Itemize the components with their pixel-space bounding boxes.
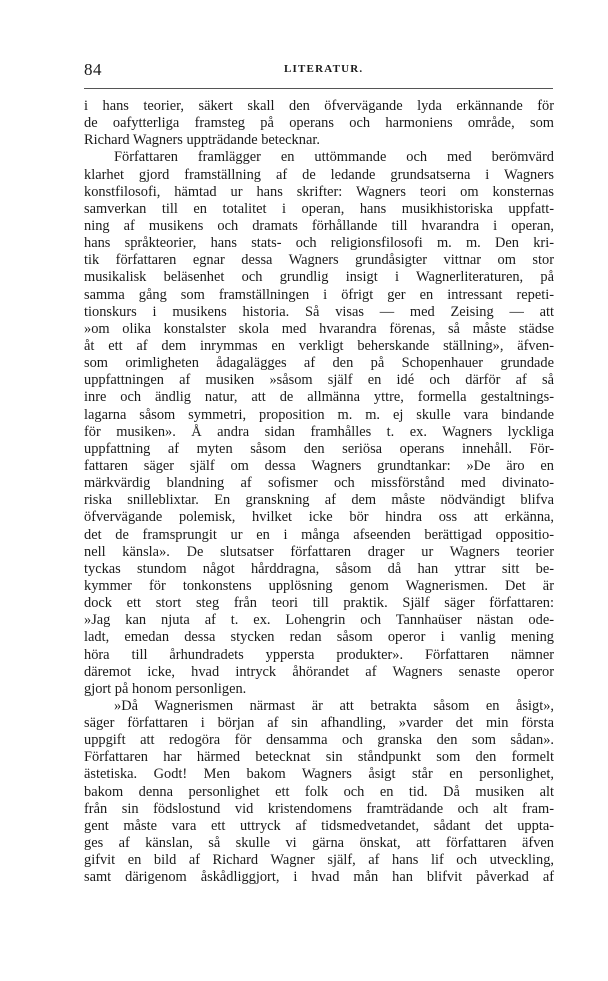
text-line: dock ett stort steg från teori till praktik. Själf säger författaren: <box>84 595 554 612</box>
text-line: ges af känslan, så skulle vi gärna önskat, att författaren äfven <box>84 835 554 852</box>
text-line: i hans teorier, säkert skall den öfvervägande lyda erkännande för <box>84 98 554 114</box>
text-line: nell känsla». De slutsatser författaren drager ur Wagners teorier <box>84 543 554 560</box>
text-line: uppfattning af myten såsom den seriösa operans innehåll. För- <box>84 440 554 457</box>
text-line: höra till århundradets yppersta produkter». Författaren nämner <box>84 646 554 663</box>
text-line: »Jag kan njuta af t. ex. Lohengrin och Tannhaüser nästan ode- <box>84 612 554 629</box>
text-line: konstfilosofi, hämtad ur hans skrifter: Wagners teori om konsternas <box>84 183 554 200</box>
body-text <box>84 98 554 886</box>
text-line: »om olika konstalster skola med hvarandra förenas, så måste städse <box>84 320 554 337</box>
text-line: tyckas stundom något hårddragna, såsom då han yttrar sitt be- <box>84 560 554 577</box>
text-line: gent måste vara ett uttryck af tidsmedvetandet, sådant det uppta- <box>84 817 554 834</box>
text-line: samverkan till en totalitet i operan, hans musikhistoriska uppfatt- <box>84 200 554 217</box>
text-line: riska snilleblixtar. En granskning af dem måste nödvändigt blifva <box>84 492 554 509</box>
text-line: fattaren säger själf om dessa Wagners grundtankar: »De äro en <box>84 457 554 474</box>
paragraph <box>84 98 554 149</box>
paragraph <box>84 698 554 887</box>
text-line: tik författaren egnar dessa Wagners grundåsigter vittnar om stor <box>84 252 554 269</box>
text-line: ästetiska. Godt! Men bakom Wagners åsigt står en personlighet, <box>84 766 554 783</box>
header-rule <box>84 88 553 89</box>
text-line: åt ett af dem inrymmas en verkligt beherskande ställning», äfven- <box>84 337 554 354</box>
text-line: samt därigenom åskådliggjort, i hvad mån han blifvit påverkad af <box>84 869 554 886</box>
text-line: bakom denna personlighet ett folk och en tid. Då musiken alt <box>84 783 554 800</box>
text-line: säger författaren i början af sin afhandling, »varder det min första <box>84 715 554 732</box>
text-line: Författaren framlägger en uttömmande och med berömvärd <box>114 149 554 166</box>
text-line: det de framsprungit ur en i många afseenden berättigad oppositio- <box>84 526 554 543</box>
text-line: Författaren har härmed betecknat sin ståndpunkt som den formelt <box>84 749 554 766</box>
text-line: uppfattningen af musiken »såsom själf en idé och därför af så <box>84 372 554 389</box>
paragraph <box>84 149 554 698</box>
text-line: gifvit en bild af Richard Wagner själf, af hans lif och utveckling, <box>84 852 554 869</box>
text-line: uppgift att redogöra för densamma och granska den som sådan». <box>84 732 554 749</box>
text-line: de oafytterliga framsteg på operans och harmoniens område, som <box>84 115 554 132</box>
text-line: tionskurs i musikens historia. Så visas — med Zeising — att <box>84 303 554 320</box>
text-line: ladt, emedan dessa stycken redan såsom operor i vanlig mening <box>84 629 554 646</box>
text-line: samma gång som framställningen i öfrigt ger en intressant repeti- <box>84 286 554 303</box>
text-line: märkvärdig blandning af sofismer och missförstånd med divinato- <box>84 475 554 492</box>
text-line: musikalisk beläsenhet och grundlig insigt i Wagnerliteraturen, på <box>84 269 554 286</box>
text-line: kymmer för tonkonstens upplösning genom Wagnerismen. Det är <box>84 577 554 594</box>
text-line: inre och ändlig natur, att de allmänna yttre, formella gestaltnings- <box>84 389 554 406</box>
text-line: gjort på honom personligen. <box>84 680 247 697</box>
page-header <box>84 60 553 84</box>
text-line: som orimligheten ådagalägges af den på Schopenhauer grundade <box>84 355 554 372</box>
text-line: för musiken». Å andra sidan framhålles t. ex. Wagners lyckliga <box>84 423 554 440</box>
text-line: ning af musikens och dramats förhållande till hvarandra i operan, <box>84 217 554 234</box>
text-line: däremot icke, hvad intryck åhörandet af Wagners senaste operor <box>84 663 554 680</box>
page-number: 84 <box>84 60 102 79</box>
text-line: från sin födslostund vid kristendomens framträdande och alt fram- <box>84 800 554 817</box>
text-line: »Då Wagnerismen närmast är att betrakta såsom en åsigt», <box>114 697 554 714</box>
text-line: klarhet gjord framställning af de ledande grundsatserna i Wagners <box>84 166 554 183</box>
running-head: LITERATUR. <box>284 63 364 75</box>
text-line: hans språkteorier, hans stats- och religionsfilosofi m. m. Den kri- <box>84 235 554 252</box>
text-line: Richard Wagners uppträdande betecknar. <box>84 132 320 149</box>
text-line: öfvervägande polemisk, hvilket icke bör hindra oss att erkänna, <box>84 509 554 526</box>
text-line: lagarna såsom symmetri, proposition m. m. ej skulle vara bindande <box>84 406 554 423</box>
